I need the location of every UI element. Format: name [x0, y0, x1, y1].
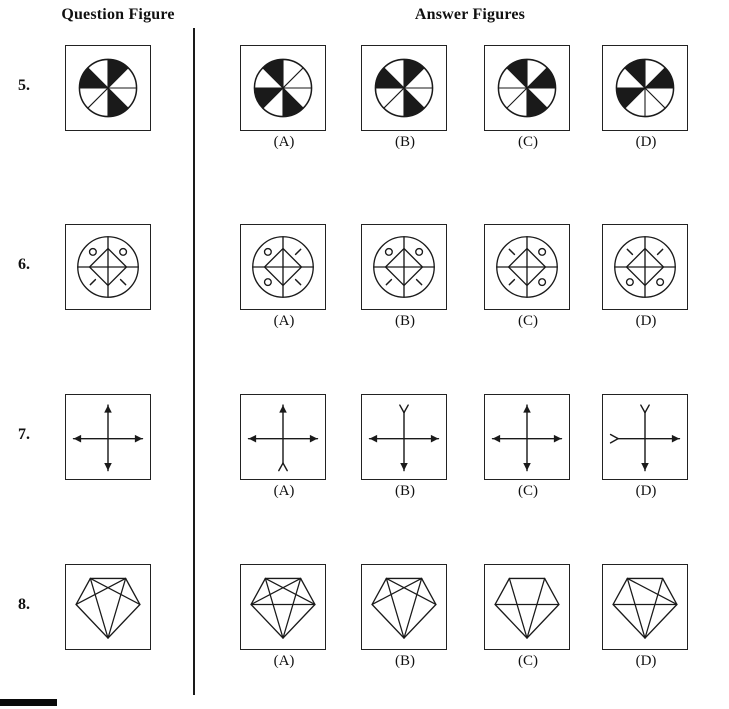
answer-figure-a: [240, 394, 326, 480]
question-cell: [65, 394, 153, 480]
answer-cell-c: [484, 564, 572, 670]
answer-label-b: (B): [395, 313, 415, 329]
question-number: 8.: [18, 596, 30, 613]
answer-label-a: (A): [273, 483, 295, 499]
answer-figure-b: [361, 394, 447, 480]
answer-cell-a: [240, 45, 328, 151]
answer-label-c: (C): [518, 313, 538, 329]
question-number: 6.: [18, 256, 30, 273]
question-cell: [65, 45, 153, 131]
answer-cell-d: [602, 224, 690, 330]
answer-cell-a: [240, 224, 328, 330]
question-number: 5.: [18, 77, 30, 94]
answer-label-a: (A): [273, 653, 295, 669]
answer-figure-c: [484, 564, 570, 650]
answer-cell-b: [361, 45, 449, 151]
question-cell: [65, 564, 153, 650]
answer-cell-c: [484, 224, 572, 330]
question-row-6: [0, 224, 729, 349]
question-row-7: [0, 394, 729, 519]
answer-label-b: (B): [395, 483, 415, 499]
answer-label-d: (D): [635, 313, 657, 329]
answer-label-b: (B): [395, 134, 415, 150]
answer-label-a: (A): [273, 134, 295, 150]
answer-figure-b: [361, 564, 447, 650]
answer-figure-d: [602, 394, 688, 480]
answer-figure-d: [602, 45, 688, 131]
answer-figure-a: [240, 224, 326, 310]
answer-cell-d: [602, 394, 690, 500]
question-figure-cross: [65, 394, 151, 480]
answer-figure-c: [484, 45, 570, 131]
answer-label-d: (D): [635, 134, 657, 150]
answer-label-a: (A): [273, 313, 295, 329]
answer-cell-a: [240, 394, 328, 500]
answer-label-c: (C): [518, 134, 538, 150]
answer-figure-d: [602, 564, 688, 650]
answer-figure-c: [484, 394, 570, 480]
answer-cell-d: [602, 564, 690, 670]
answer-figures-header: Answer Figures: [414, 6, 526, 23]
answer-cell-b: [361, 564, 449, 670]
answer-figure-a: [240, 564, 326, 650]
answer-figure-b: [361, 45, 447, 131]
answer-label-d: (D): [635, 653, 657, 669]
question-row-8: [0, 564, 729, 689]
answer-cell-d: [602, 45, 690, 151]
answer-figure-a: [240, 45, 326, 131]
answer-label-d: (D): [635, 483, 657, 499]
answer-label-c: (C): [518, 483, 538, 499]
answer-figure-c: [484, 224, 570, 310]
question-figure-header: Question Figure: [61, 6, 175, 23]
answer-label-b: (B): [395, 653, 415, 669]
answer-label-c: (C): [518, 653, 538, 669]
scan-artifact-bar: [0, 699, 57, 706]
answer-figure-b: [361, 224, 447, 310]
answer-cell-c: [484, 45, 572, 151]
question-cell: [65, 224, 153, 310]
question-figure-pentagon: [65, 564, 151, 650]
question-number: 7.: [18, 426, 30, 443]
answer-cell-b: [361, 394, 449, 500]
answer-cell-c: [484, 394, 572, 500]
answer-cell-b: [361, 224, 449, 330]
answer-figure-d: [602, 224, 688, 310]
answer-cell-a: [240, 564, 328, 670]
question-figure-quad: [65, 224, 151, 310]
question-figure-pie: [65, 45, 151, 131]
question-row-5: [0, 45, 729, 170]
